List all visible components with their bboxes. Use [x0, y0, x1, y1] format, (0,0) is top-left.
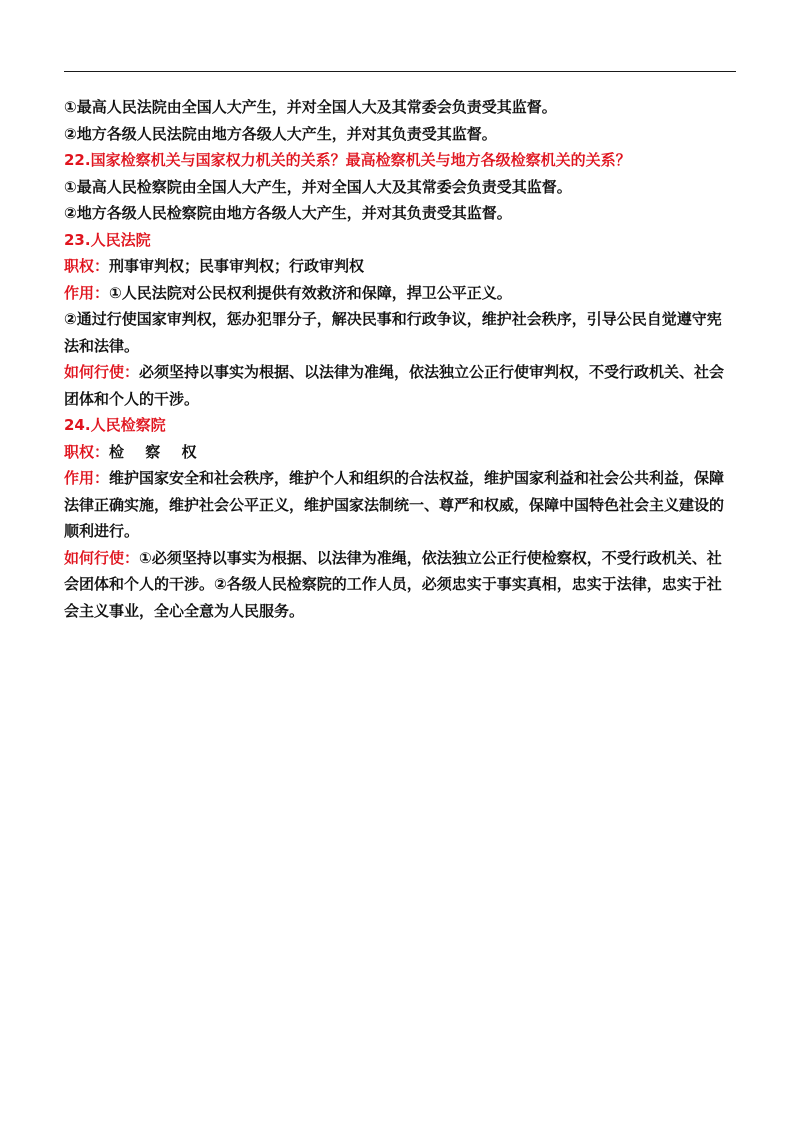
section-23-heading: 23.人民法院: [64, 230, 151, 249]
procuratorate-exercise: [64, 545, 736, 625]
powers-text: 检 察 权: [109, 442, 205, 461]
role-text: 维护国家安全和社会秩序，维护个人和组织的合法权益，维护国家利益和社会公共利益，保障法律正确实施，维护社会公平正义，维护国家法制统一、尊严和权威，保障中国特色社会主义建设的顺利进行。: [64, 469, 725, 540]
procuratorate-role: [64, 465, 736, 545]
court-exercise: [64, 359, 736, 412]
document-body: [64, 94, 736, 624]
role-label: 作用：: [64, 283, 110, 302]
court-powers: [64, 253, 736, 280]
exercise-text: ①必须坚持以事实为根据、以法律为准绳，依法独立公正行使检察权，不受行政机关、社会团体和个人的干涉。②各级人民检察院的工作人员，必须忠实于事实真相，忠实于法律，忠实于社会主义事业，全心全意为人民服务。: [64, 548, 722, 620]
court-point-1: ①最高人民法院由全国人大产生，并对全国人大及其常委会负责受其监督。: [64, 98, 557, 116]
header-rule: [64, 71, 736, 72]
court-point-2: ②地方各级人民法院由地方各级人大产生，并对其负责受其监督。: [64, 124, 497, 143]
procuratorate-point-2: ②地方各级人民检察院由地方各级人大产生，并对其负责受其监督。: [64, 204, 512, 222]
role-label: 作用：: [64, 469, 110, 487]
procuratorate-powers: [64, 439, 736, 466]
exercise-label: 如何行使：: [64, 548, 140, 567]
powers-text: 刑事审判权；民事审判权；行政审判权: [109, 257, 365, 275]
role-text: ①人民法院对公民权利提供有效救济和保障，捍卫公平正义。: [109, 283, 512, 302]
powers-label: 职权：: [64, 257, 110, 275]
procuratorate-point-1: ①最高人民检察院由全国人大产生，并对全国人大及其常委会负责受其监督。: [64, 177, 572, 196]
question-22-heading: 22.国家检察机关与国家权力机关的关系？最高检察机关与地方各级检察机关的关系？: [64, 151, 631, 169]
exercise-text: 必须坚持以事实为根据、以法律为准绳，依法独立公正行使审判权，不受行政机关、社会团体和个人的干涉。: [64, 363, 725, 408]
exercise-label: 如何行使：: [64, 363, 140, 381]
section-24-heading: 24.人民检察院: [64, 416, 166, 434]
court-role-2: ②通过行使国家审判权，惩办犯罪分子，解决民事和行政争议，维护社会秩序，引导公民自觉遵守宪法和法律。: [64, 310, 722, 355]
court-role: [64, 280, 736, 307]
powers-label: 职权：: [64, 442, 110, 461]
